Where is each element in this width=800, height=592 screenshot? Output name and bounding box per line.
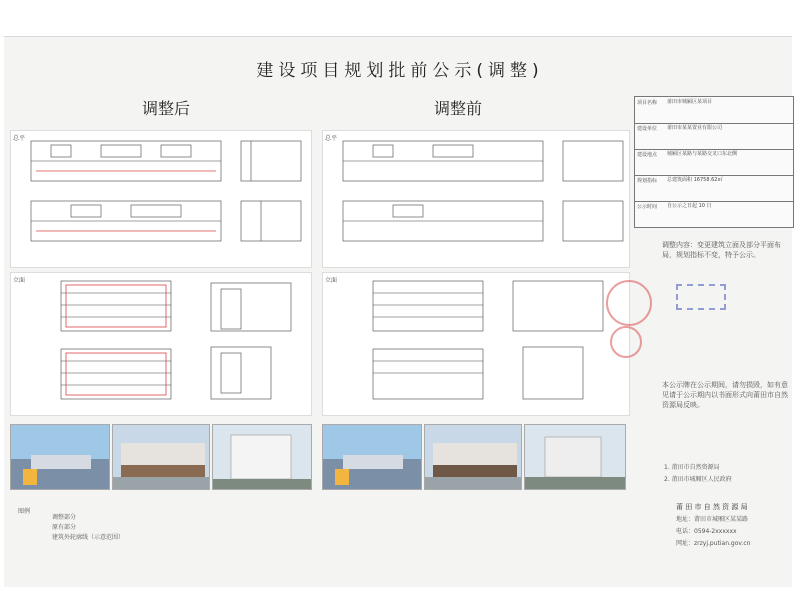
before-plan-svg bbox=[323, 131, 629, 267]
info-table bbox=[634, 96, 794, 228]
render-3-image bbox=[213, 425, 311, 489]
page-title: 建设项目规划批前公示(调整) bbox=[256, 61, 544, 81]
before-elevation-label: 立面 bbox=[325, 277, 338, 284]
notice-text-2: 本公示牌在公示期间，请勿损毁，如有意见请于公示期内以书面形式向莆田市自然资源局反映。 bbox=[662, 381, 788, 409]
notice-text: 调整内容：变更建筑立面及部分平面布局，规划指标不变，特予公示。 bbox=[662, 241, 781, 259]
before-render-3 bbox=[524, 424, 626, 490]
info-row: 规划指标 总建筑面积 16758.62㎡ bbox=[635, 175, 793, 202]
red-seal-stamp bbox=[606, 280, 652, 326]
before-elevation-svg bbox=[323, 273, 629, 415]
after-plan-drawing bbox=[10, 130, 312, 268]
render-3b-image bbox=[525, 425, 625, 489]
footer-phone: 电话：0594-2xxxxxx bbox=[676, 528, 737, 535]
before-elevation-drawing bbox=[322, 272, 630, 416]
info-row: 公示时间 自公示之日起 10 日 bbox=[637, 203, 712, 210]
before-plan-drawing bbox=[322, 130, 630, 268]
red-seal-stamp-2 bbox=[610, 326, 642, 358]
before-heading: 调整前 bbox=[434, 99, 483, 118]
legend-item: 原有部分 bbox=[52, 524, 77, 531]
before-render-2 bbox=[424, 424, 522, 490]
blue-stamp bbox=[676, 284, 726, 310]
after-render-2 bbox=[112, 424, 210, 490]
footer-web: 网址：zrzyj.putian.gov.cn bbox=[676, 540, 751, 547]
after-plan-label: 总平 bbox=[13, 135, 26, 142]
after-elevation-svg bbox=[11, 273, 311, 415]
before-render-1 bbox=[322, 424, 422, 490]
footer-org: 莆 田 市 自 然 资 源 局 bbox=[676, 503, 748, 511]
after-elevation-drawing bbox=[10, 272, 312, 416]
legend-item: 调整部分 bbox=[52, 514, 77, 521]
after-plan-svg bbox=[11, 131, 311, 267]
contact-line-1: 1. 莆田市自然资源局 bbox=[664, 464, 720, 471]
contact-line-2: 2. 莆田市城厢区人民政府 bbox=[664, 476, 732, 483]
legend-title: 图例 bbox=[18, 508, 31, 515]
legend-item: 建筑外轮廓线（示意范围） bbox=[52, 534, 125, 541]
after-heading: 调整后 bbox=[142, 99, 191, 118]
render-1b-image bbox=[323, 425, 421, 489]
after-render-1 bbox=[10, 424, 110, 490]
render-2-image bbox=[113, 425, 209, 489]
info-row: 项目名称 莆田市城厢区某项目 bbox=[635, 97, 793, 124]
info-row: 建设单位 莆田市某某置业有限公司 bbox=[635, 123, 793, 150]
footer-address: 地址：莆田市城厢区某某路 bbox=[676, 516, 749, 523]
render-2b-image bbox=[425, 425, 521, 489]
before-plan-label: 总平 bbox=[325, 135, 338, 142]
after-elevation-label: 立面 bbox=[13, 277, 26, 284]
render-1-image bbox=[11, 425, 109, 489]
after-render-3 bbox=[212, 424, 312, 490]
info-row: 建设地点 城厢区某路与某路交叉口东北侧 bbox=[635, 149, 793, 176]
